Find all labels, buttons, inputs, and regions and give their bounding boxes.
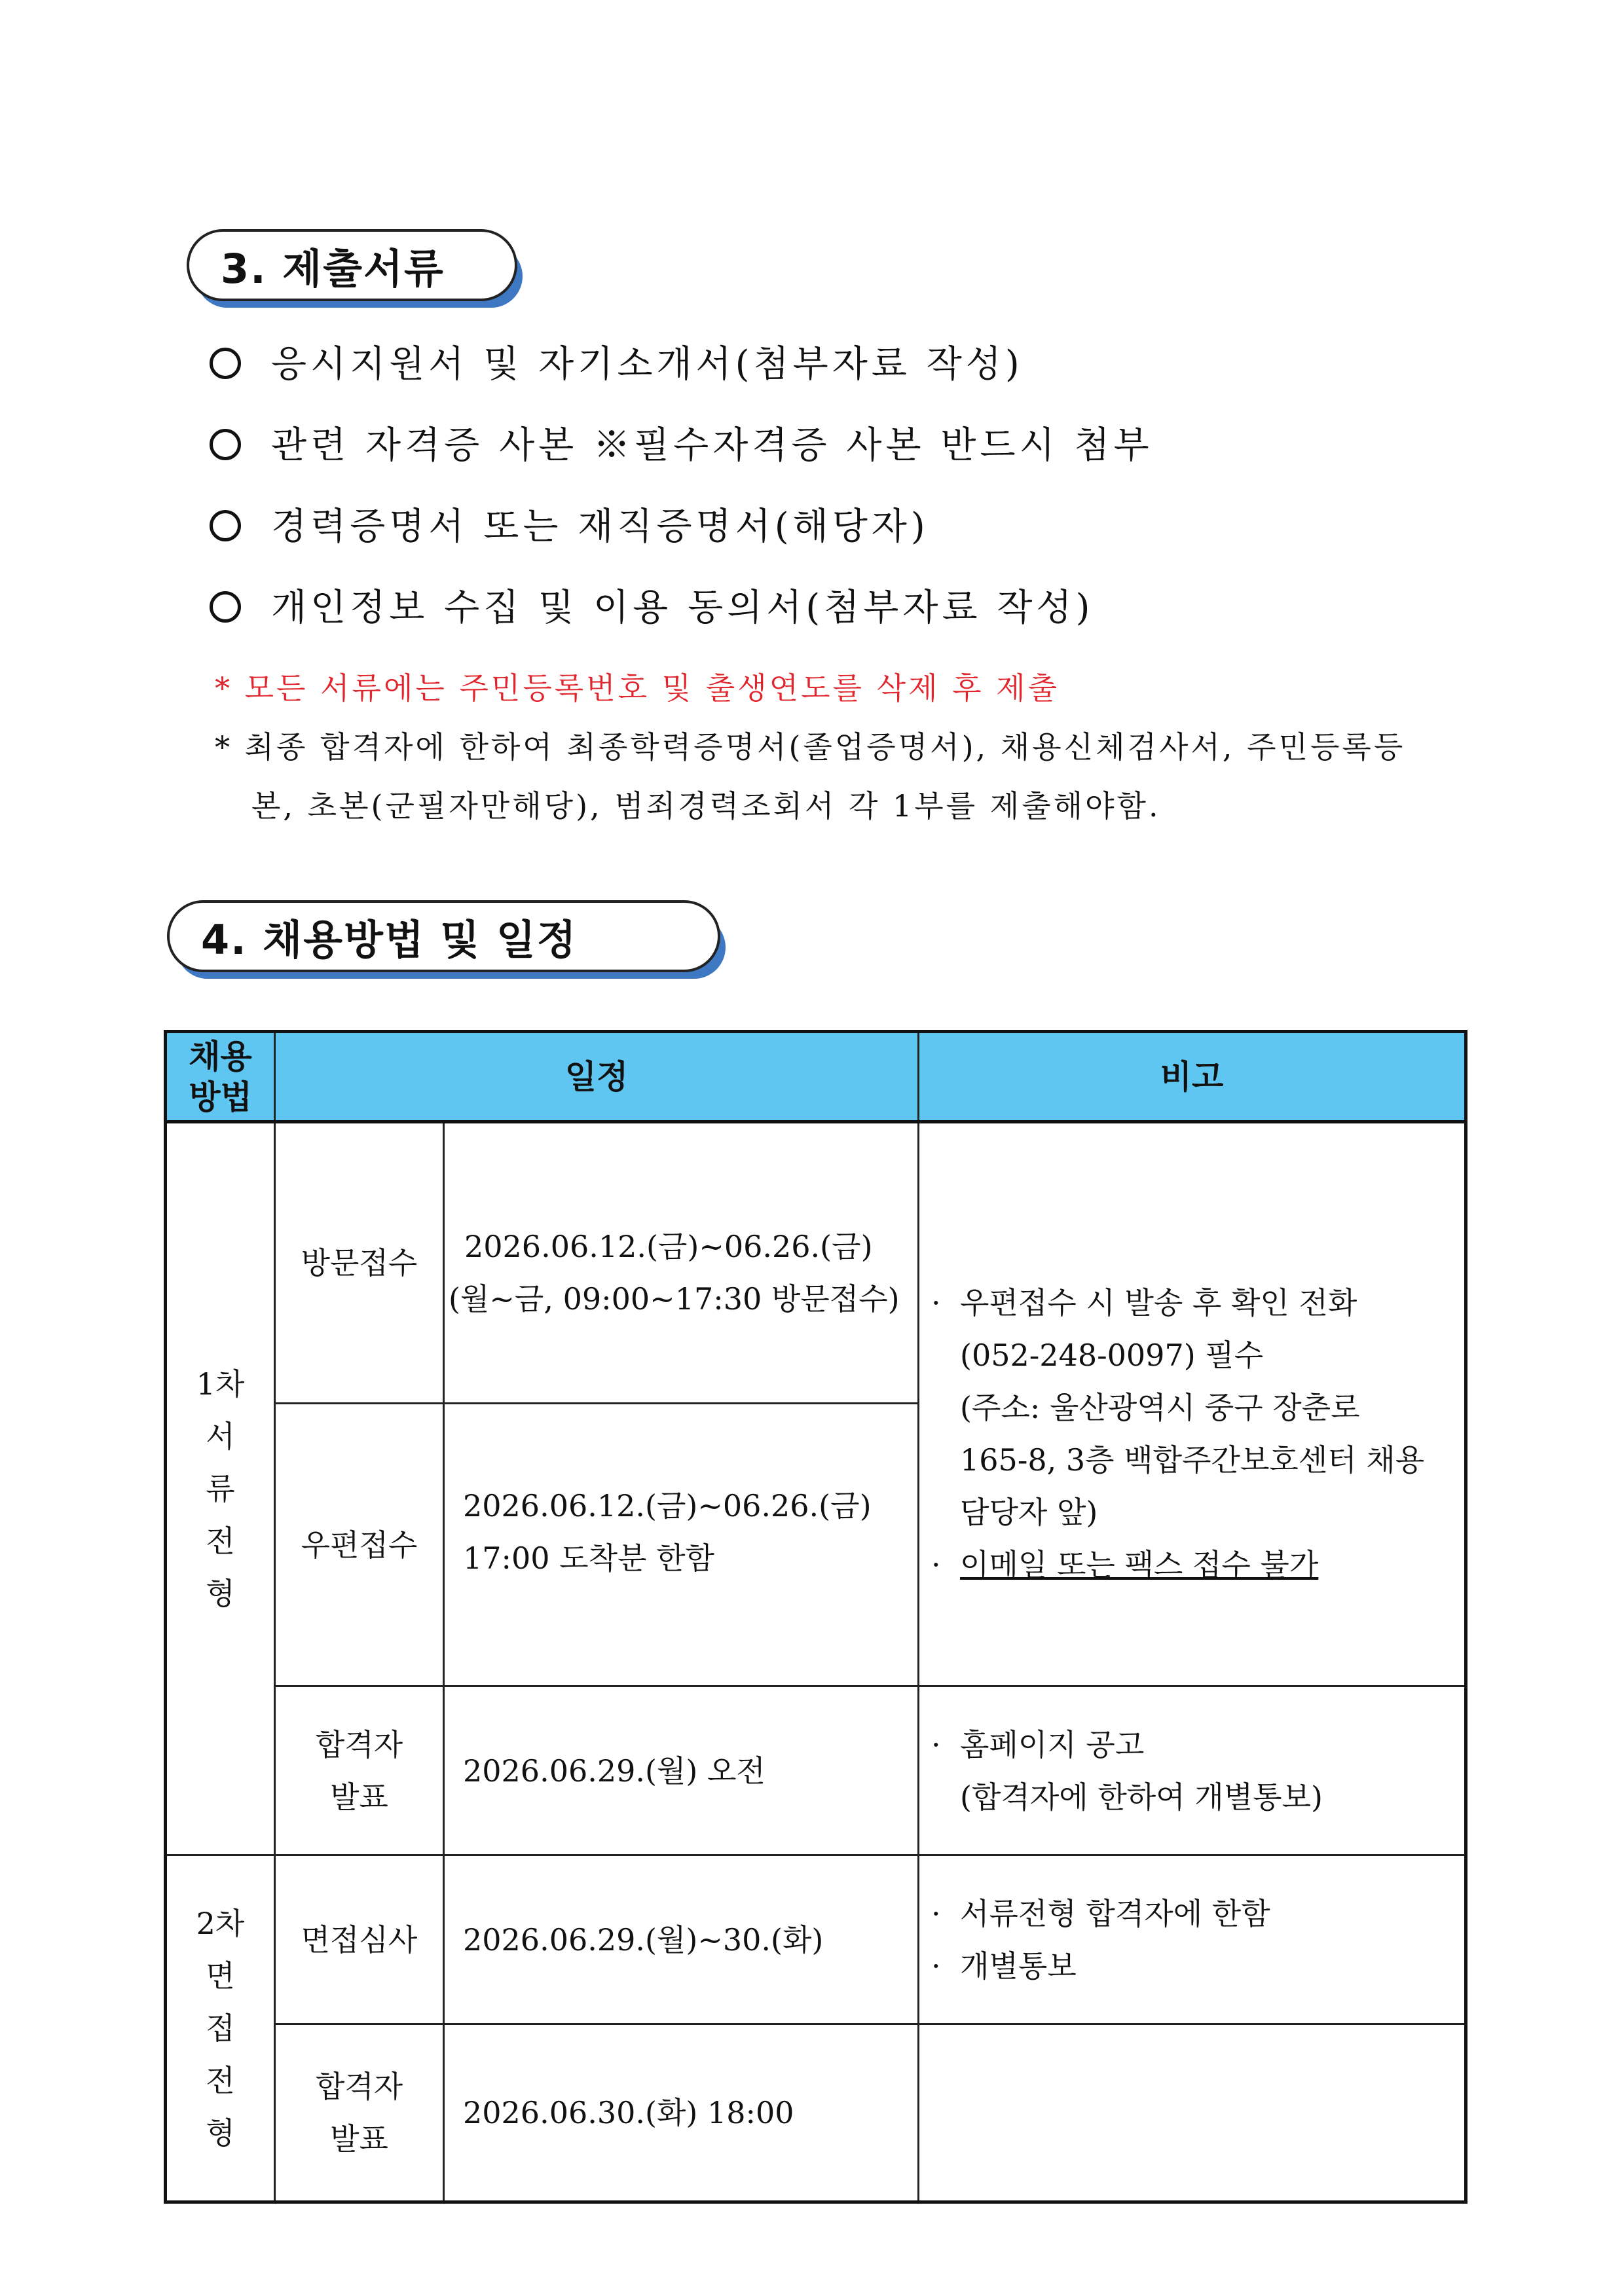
circle-bullet-icon (210, 429, 241, 460)
table-row (166, 1122, 1466, 1404)
row-dates: 2026.06.12.(금)~06.26.(금) (월~금, 09:00~17:30 방문접수) (444, 1122, 919, 1404)
list-item: 관련 자격증 사본 ※필수자격증 사본 반드시 첨부 (210, 416, 1153, 469)
section3-header (187, 229, 517, 301)
schedule-table (164, 1030, 1467, 2204)
header-remarks: 비고 (919, 1032, 1466, 1122)
list-item: 개인정보 수집 및 이용 동의서(첨부자료 작성) (210, 579, 1094, 631)
row-type: 합격자발표 (275, 1686, 444, 1855)
table-row (166, 1855, 1466, 2024)
remark-cell: · 서류전형 합격자에 한함 · 개별통보 (919, 1855, 1466, 2024)
row-dates: 2026.06.12.(금)~06.26.(금) 17:00 도착분 한함 (444, 1404, 919, 1686)
remark-cell: · 홈페이지 공고 (합격자에 한하여 개별통보) (919, 1686, 1466, 1855)
row-type: 합격자발표 (275, 2024, 444, 2202)
section3-title: 3. 제출서류 (187, 229, 517, 301)
note-black-line2: 본, 초본(군필자만해당), 범죄경력조회서 각 1부를 제출해야함. (251, 788, 1161, 824)
stage2-label: 2차면접전형 (166, 1855, 275, 2202)
remark-cell: · 우편접수 시 발송 후 확인 전화 (052-248-0097) 필수 (주소: 울산광역시 중구 장춘로 165-8, 3층 백합주간보호센터 채용 담당자 앞) · 이메일 또는 팩스 접수 불가 (919, 1122, 1466, 1686)
stage1-label: 1차서류전형 (166, 1122, 275, 1855)
section4-header (167, 900, 720, 972)
table-row (166, 1686, 1466, 1855)
no-email-fax-notice: 이메일 또는 팩스 접수 불가 (960, 1546, 1319, 1582)
header-method: 채용방법 (166, 1032, 275, 1122)
row-type: 면접심사 (275, 1855, 444, 2024)
row-type: 방문접수 (275, 1122, 444, 1404)
circle-bullet-icon (210, 348, 241, 379)
list-item: 경력증명서 또는 재직증명서(해당자) (210, 498, 929, 550)
table-header-row (166, 1032, 1466, 1122)
list-item: 응시지원서 및 자기소개서(첨부자료 작성) (210, 335, 1024, 388)
note-red: * 모든 서류에는 주민등록번호 및 출생연도를 삭제 후 제출 (215, 670, 1060, 706)
header-schedule: 일정 (275, 1032, 919, 1122)
table-row (166, 2024, 1466, 2202)
circle-bullet-icon (210, 591, 241, 623)
row-dates: 2026.06.30.(화) 18:00 (444, 2024, 919, 2202)
row-dates: 2026.06.29.(월) 오전 (444, 1686, 919, 1855)
remark-cell-empty (919, 2024, 1466, 2202)
row-dates: 2026.06.29.(월)~30.(화) (444, 1855, 919, 2024)
row-type: 우편접수 (275, 1404, 444, 1686)
note-black-line1: * 최종 합격자에 한하여 최종학력증명서(졸업증명서), 채용신체검사서, 주민등록등 (215, 729, 1406, 765)
circle-bullet-icon (210, 510, 241, 541)
section4-title: 4. 채용방법 및 일정 (167, 900, 720, 972)
